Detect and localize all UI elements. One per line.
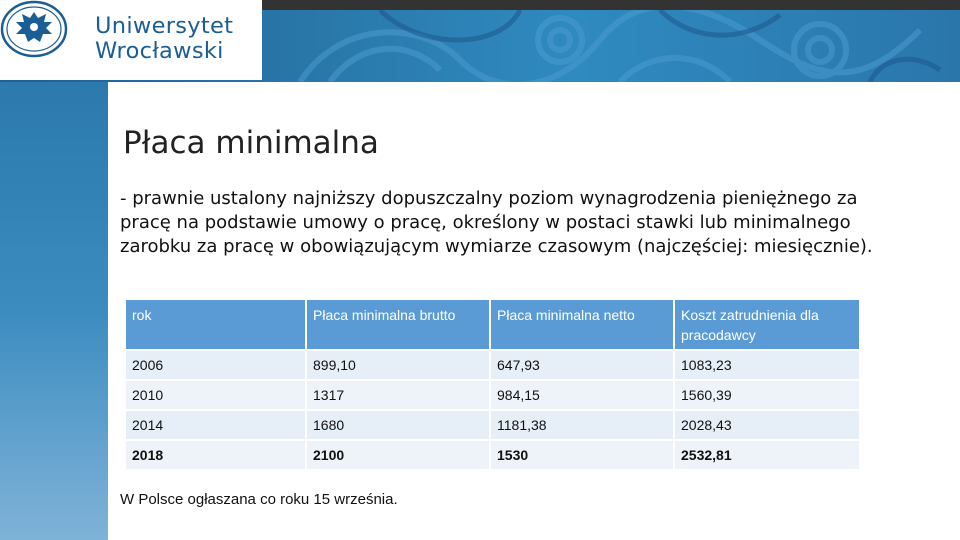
cell-year: 2010	[126, 381, 305, 409]
logo-line-2: Wrocławski	[95, 38, 224, 64]
minimum-wage-table	[124, 298, 861, 471]
cell-gross: 2100	[307, 441, 489, 469]
university-name	[95, 14, 233, 64]
cell-gross: 1317	[307, 381, 489, 409]
cell-employer-cost: 1560,39	[675, 381, 859, 409]
column-header-gross: Płaca minimalna brutto	[307, 300, 489, 349]
side-accent-bar	[0, 82, 108, 540]
cell-employer-cost: 1083,23	[675, 351, 859, 379]
table-row	[126, 351, 859, 379]
column-header-employer-cost: Koszt zatrudnienia dla pracodawcy	[675, 300, 859, 349]
table-header-row	[126, 300, 859, 349]
cell-gross: 1680	[307, 411, 489, 439]
definition-text: - prawnie ustalony najniższy dopuszczalny poziom wynagrodzenia pieniężnego za pracę na podstawie umowy o pracę, określony w postaci stawki lub minimalnego zarobku za pracę w obowiązującym wymiarze czasowym (najczęściej: miesięcznie).	[120, 188, 873, 257]
university-logo[interactable]	[0, 0, 262, 80]
banner-top-strip	[260, 0, 960, 10]
cell-year: 2014	[126, 411, 305, 439]
cell-year: 2018	[126, 441, 305, 469]
column-header-year: rok	[126, 300, 305, 349]
cell-net: 1530	[491, 441, 673, 469]
footnote: W Polsce ogłaszana co roku 15 września.	[120, 491, 398, 508]
column-header-net: Płaca minimalna netto	[491, 300, 673, 349]
slide-title: Płaca minimalna	[123, 125, 379, 161]
cell-net: 647,93	[491, 351, 673, 379]
table-row	[126, 441, 859, 469]
cell-gross: 899,10	[307, 351, 489, 379]
cell-year: 2006	[126, 351, 305, 379]
header-banner	[0, 0, 960, 82]
cell-employer-cost: 2028,43	[675, 411, 859, 439]
cell-net: 984,15	[491, 381, 673, 409]
cell-employer-cost: 2532,81	[675, 441, 859, 469]
table-row	[126, 411, 859, 439]
university-eagle-emblem-icon	[0, 0, 68, 58]
logo-line-1: Uniwersytet	[95, 13, 234, 39]
cell-net: 1181,38	[491, 411, 673, 439]
table-row	[126, 381, 859, 409]
